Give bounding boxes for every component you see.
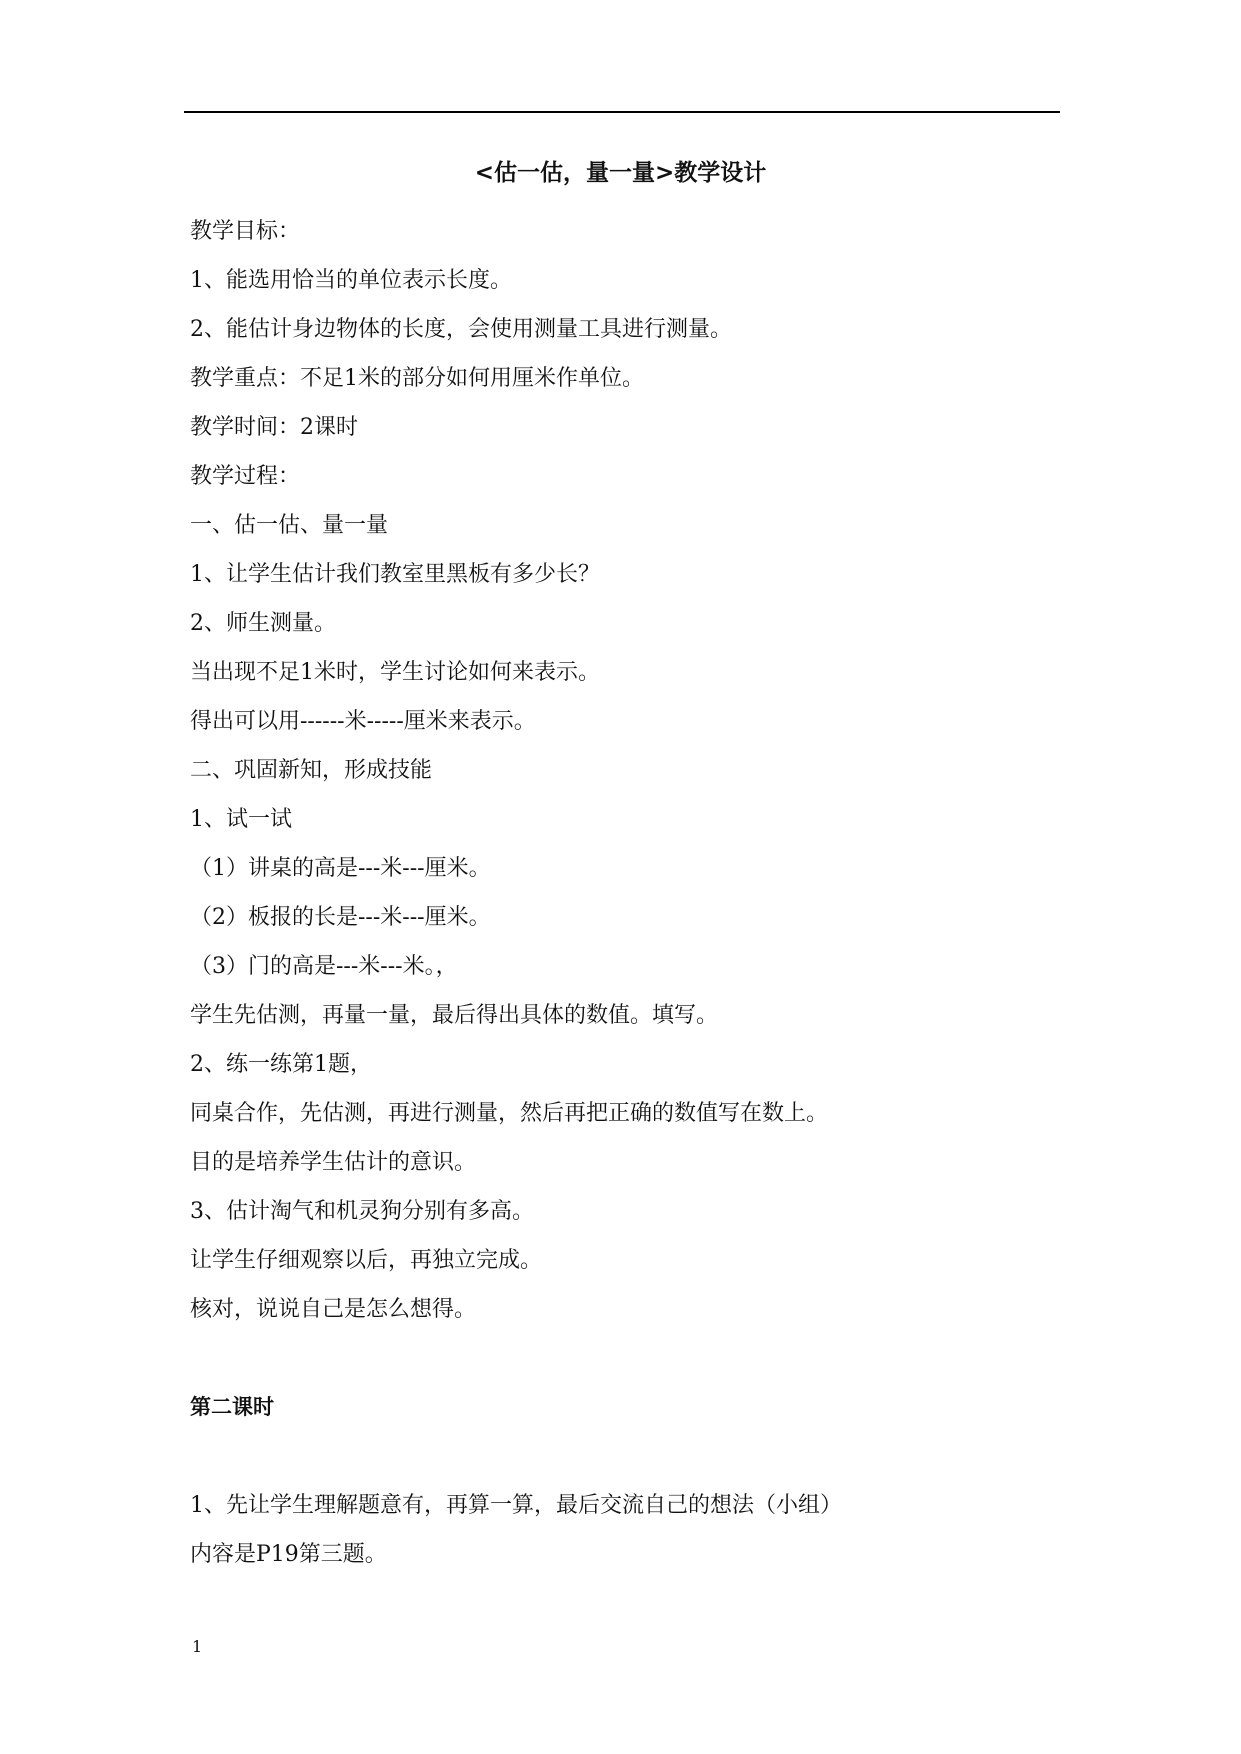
paragraph-line: 当出现不足1米时，学生讨论如何来表示。 xyxy=(190,660,600,685)
blank-line xyxy=(190,1334,1050,1383)
paragraph-line: 2、师生测量。 xyxy=(190,611,336,636)
key-point: 教学重点：不足1米的部分如何用厘米作单位。 xyxy=(190,366,644,391)
objective-1: 1、能选用恰当的单位表示长度。 xyxy=(190,268,512,293)
part-2-heading: 二、巩固新知，形成技能 xyxy=(190,758,433,783)
page-number: 1 xyxy=(192,1637,203,1656)
paragraph-line: 目的是培养学生估计的意识。 xyxy=(190,1150,477,1175)
exercise-item: （3）门的高是---米---米。， xyxy=(190,954,458,979)
paragraph-line: 核对，说说自己是怎么想得。 xyxy=(190,1297,477,1322)
paragraph-line: 学生先估测，再量一量，最后得出具体的数值。填写。 xyxy=(190,1003,719,1028)
paragraph-line: 2、练一练第1题， xyxy=(190,1052,372,1077)
paragraph-line: 让学生仔细观察以后，再独立完成。 xyxy=(190,1248,543,1273)
section-2-heading: 第二课时 xyxy=(190,1395,274,1419)
paragraph-line: 1、让学生估计我们教室里黑板有多少长？ xyxy=(190,562,600,587)
process-heading: 教学过程： xyxy=(190,464,301,489)
blank-line xyxy=(190,1432,1050,1481)
document-title: <估一估，量一量>教学设计 xyxy=(474,160,767,186)
paragraph-line: 3、估计淘气和机灵狗分别有多高。 xyxy=(190,1199,534,1224)
document-body xyxy=(190,207,1050,1579)
paragraph-line: 内容是P19第三题。 xyxy=(190,1542,387,1567)
exercise-item: （1）讲桌的高是---米---厘米。 xyxy=(190,856,491,881)
exercise-item: （2）板报的长是---米---厘米。 xyxy=(190,905,491,930)
teaching-time: 教学时间：2课时 xyxy=(190,415,358,440)
objective-2: 2、能估计身边物体的长度，会使用测量工具进行测量。 xyxy=(190,317,732,342)
paragraph-line: 得出可以用------米-----厘米来表示。 xyxy=(190,709,536,734)
paragraph-line: 1、试一试 xyxy=(190,807,292,832)
objectives-heading: 教学目标： xyxy=(190,219,301,244)
header-rule xyxy=(184,111,1060,113)
paragraph-line: 同桌合作，先估测，再进行测量，然后再把正确的数值写在数上。 xyxy=(190,1101,829,1126)
part-1-heading: 一、估一估、量一量 xyxy=(190,513,389,538)
paragraph-line: 1、先让学生理解题意有，再算一算，最后交流自己的想法（小组） xyxy=(190,1493,842,1518)
